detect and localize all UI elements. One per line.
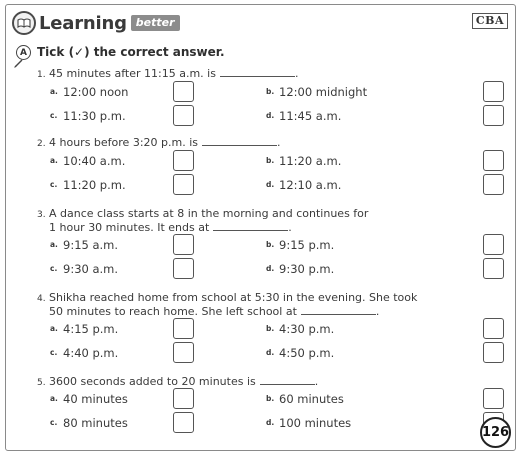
option-label [266, 346, 334, 360]
option-text: 100 minutes [279, 416, 352, 430]
tick-box[interactable] [173, 412, 194, 433]
option-label [50, 178, 126, 192]
option-letter: a. [50, 156, 58, 165]
option-label [50, 262, 118, 276]
tick-box[interactable] [173, 318, 194, 339]
question-line: Shikha reached home from school at 5:30 in the evening. She took [49, 291, 418, 304]
question-line: 4 hours before 3:20 p.m. is [49, 136, 198, 149]
tick-box[interactable] [483, 105, 504, 126]
option-text: 60 minutes [279, 392, 344, 406]
question-line: 45 minutes after 11:15 a.m. is [49, 67, 216, 80]
option-text: 4:50 p.m. [279, 346, 335, 360]
question-period: . [314, 375, 319, 388]
answer-blank [301, 305, 376, 315]
option-text: 12:00 midnight [279, 85, 368, 99]
option-label [266, 392, 344, 406]
option-label [50, 154, 125, 168]
option-text: 40 minutes [63, 392, 128, 406]
question-text [37, 67, 298, 82]
book-icon [12, 11, 36, 35]
option-label [266, 154, 341, 168]
answer-blank [213, 221, 288, 231]
section-badge: A [16, 45, 31, 60]
question-number: 4. [37, 294, 46, 304]
answer-blank [260, 375, 315, 385]
option-letter: d. [266, 348, 275, 357]
option-letter: a. [50, 240, 58, 249]
option-text: 10:40 a.m. [63, 154, 126, 168]
option-label [266, 109, 341, 123]
option-text: 11:20 a.m. [279, 154, 342, 168]
brand-logo [12, 8, 180, 38]
option-label [50, 416, 128, 430]
page-number: 126 [480, 417, 511, 448]
question-text [37, 136, 281, 151]
board-label: CBA [472, 13, 508, 29]
option-text: 11:20 p.m. [63, 178, 126, 192]
tick-box[interactable] [173, 150, 194, 171]
option-text: 9:30 p.m. [279, 262, 335, 276]
option-text: 4:30 p.m. [279, 322, 335, 336]
option-text: 9:30 a.m. [63, 262, 119, 276]
question-text [37, 207, 368, 222]
option-text: 4:40 p.m. [63, 346, 119, 360]
option-letter: d. [266, 418, 275, 427]
pencil-icon [14, 58, 24, 68]
tick-box[interactable] [483, 234, 504, 255]
tick-box[interactable] [483, 258, 504, 279]
option-label [50, 392, 128, 406]
tick-box[interactable] [173, 388, 194, 409]
question-line: A dance class starts at 8 in the morning and continues for [49, 207, 369, 220]
question-period: . [277, 136, 281, 149]
question-number: 3. [37, 210, 46, 220]
answer-blank [220, 67, 295, 77]
tick-box[interactable] [483, 174, 504, 195]
option-text: 80 minutes [63, 416, 128, 430]
question-number: 2. [37, 139, 46, 149]
question-period: . [294, 67, 299, 80]
option-label [266, 238, 334, 252]
option-letter: b. [266, 324, 275, 333]
option-text: 11:30 p.m. [63, 109, 126, 123]
option-letter: b. [266, 156, 275, 165]
question-line: 1 hour 30 minutes. It ends at [49, 221, 210, 234]
option-text: 12:10 a.m. [279, 178, 342, 192]
tick-box[interactable] [483, 318, 504, 339]
tick-box[interactable] [173, 234, 194, 255]
option-letter: d. [266, 111, 275, 120]
option-text: 9:15 p.m. [279, 238, 335, 252]
tick-box[interactable] [483, 342, 504, 363]
brand-title: Learning [39, 12, 127, 34]
option-letter: b. [266, 240, 275, 249]
section-instruction: Tick (✓) the correct answer. [37, 45, 225, 59]
tick-box[interactable] [483, 150, 504, 171]
option-letter: d. [266, 180, 275, 189]
option-letter: c. [50, 348, 58, 357]
option-label [266, 85, 367, 99]
option-text: 11:45 a.m. [279, 109, 342, 123]
option-text: 4:15 p.m. [63, 322, 119, 336]
tick-box[interactable] [173, 105, 194, 126]
question-text [49, 305, 379, 319]
option-letter: b. [266, 87, 275, 96]
question-text [49, 221, 292, 235]
option-letter: d. [266, 264, 275, 273]
option-label [50, 346, 118, 360]
question-text [37, 291, 417, 306]
option-letter: c. [50, 180, 58, 189]
option-letter: c. [50, 418, 58, 427]
option-text: 12:00 noon [63, 85, 129, 99]
question-line: 50 minutes to reach home. She left school at [49, 305, 297, 318]
question-number: 5. [37, 378, 46, 388]
answer-blank [202, 136, 277, 146]
option-label [50, 85, 128, 99]
option-letter: c. [50, 111, 58, 120]
tick-box[interactable] [173, 342, 194, 363]
question-number: 1. [37, 70, 46, 80]
brand-tag: better [131, 15, 180, 31]
tick-box[interactable] [173, 174, 194, 195]
question-line: 3600 seconds added to 20 minutes is [49, 375, 256, 388]
tick-box[interactable] [173, 258, 194, 279]
tick-box[interactable] [483, 388, 504, 409]
option-letter: c. [50, 264, 58, 273]
option-letter: a. [50, 394, 58, 403]
option-label [50, 322, 118, 336]
option-letter: a. [50, 324, 58, 333]
question-period: . [375, 305, 380, 318]
tick-box[interactable] [173, 81, 194, 102]
option-label [266, 322, 334, 336]
tick-box[interactable] [483, 81, 504, 102]
option-letter: a. [50, 87, 58, 96]
option-text: 9:15 a.m. [63, 238, 119, 252]
option-label [266, 416, 351, 430]
option-label [50, 238, 118, 252]
option-label [266, 178, 341, 192]
option-label [50, 109, 126, 123]
option-label [266, 262, 334, 276]
question-period: . [288, 221, 292, 234]
option-letter: b. [266, 394, 275, 403]
